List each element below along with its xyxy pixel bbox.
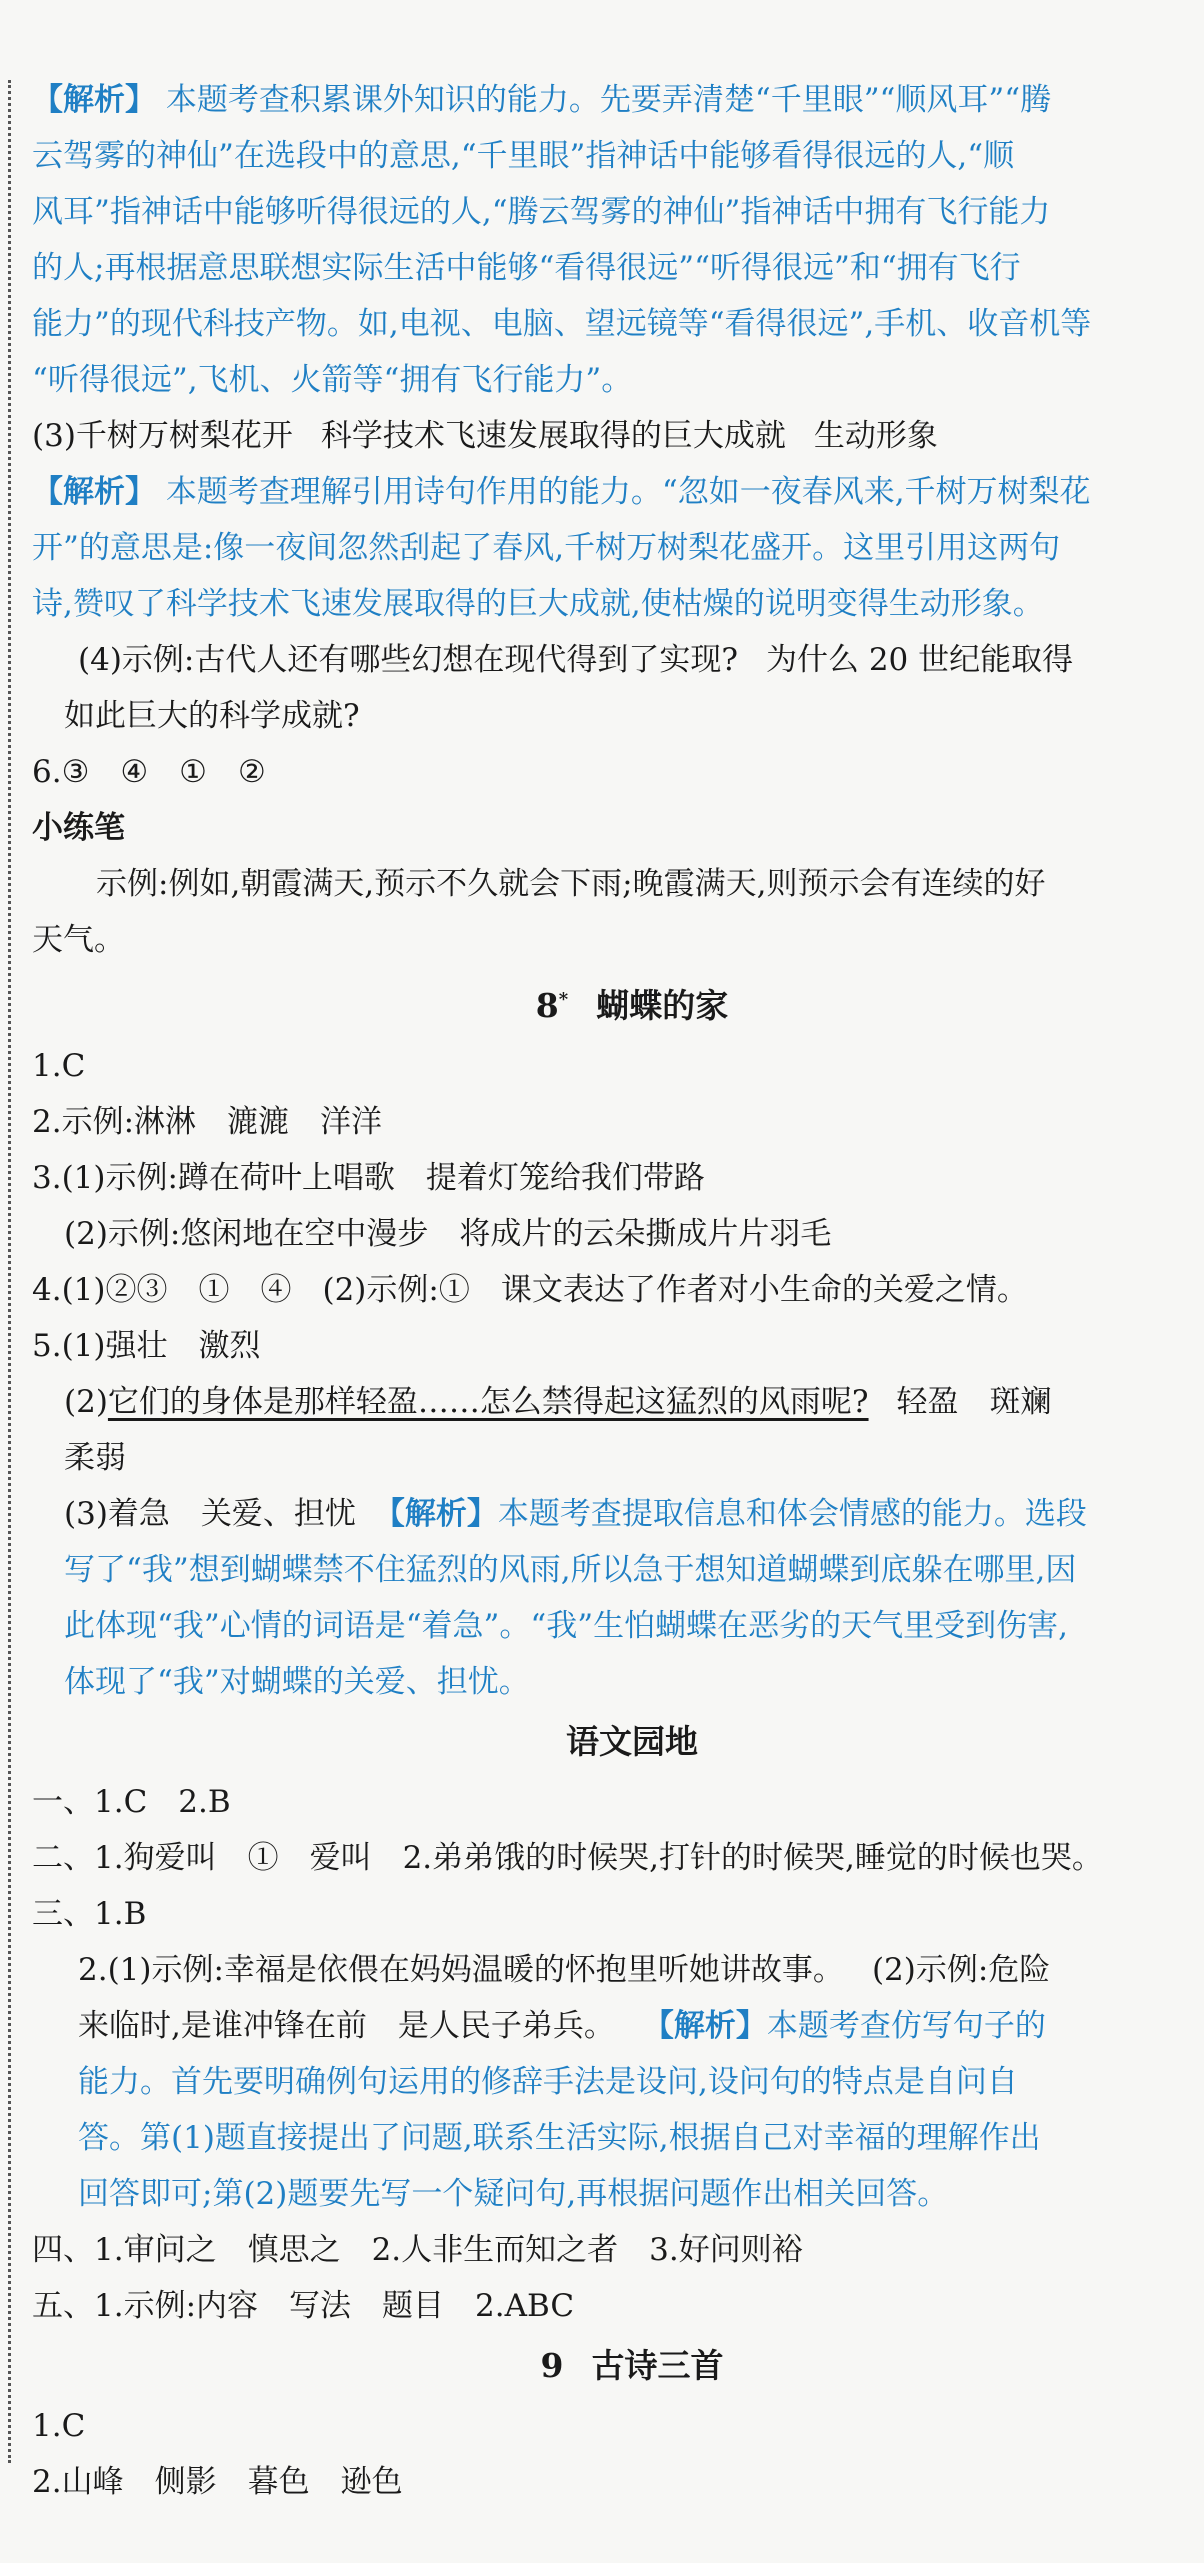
- answer-yw-5: 五、1.示例:内容 写法 题目 2.ABC: [32, 2288, 575, 2324]
- answer-8-1: 1.C: [32, 1048, 86, 1084]
- text-line: 的人;再根据意思联想实际生活中能够“看得很远”“听得很远”和“拥有飞行: [32, 250, 1021, 286]
- answer-yw-3-2-cont: 来临时,是谁冲锋在前 是人民子弟兵。 【解析】本题考查仿写句子的: [78, 2008, 1046, 2044]
- analysis-tag: 【解析】: [373, 1496, 498, 1532]
- answer-8-4: 4.(1)②③ ① ④ (2)示例:① 课文表达了作者对小生命的关爱之情。: [32, 1272, 1028, 1308]
- section-8-title: 8* 蝴蝶的家: [535, 986, 729, 1025]
- answer-q3: (3)千树万树梨花开 科学技术飞速发展取得的巨大成就 生动形象: [32, 418, 938, 454]
- answer-8-5-1: 5.(1)强壮 激烈: [32, 1328, 261, 1364]
- text-line: “听得很远”,飞机、火箭等“拥有飞行能力”。: [32, 362, 633, 398]
- text-line: 【解析】 本题考查积累课外知识的能力。先要弄清楚“千里眼”“顺风耳”“腾: [32, 82, 1052, 118]
- analysis-block-2: [32, 464, 1172, 632]
- analysis-tag: 【解析】: [32, 474, 156, 510]
- answer-q6: 6.③ ④ ① ②: [32, 754, 266, 790]
- text-line: 能力”的现代科技产物。如,电视、电脑、望远镜等“看得很远”,手机、收音机等: [32, 306, 1092, 342]
- text-line: 体现了“我”对蝴蝶的关爱、担忧。: [64, 1664, 530, 1700]
- answer-yw-4: 四、1.审问之 慎思之 2.人非生而知之者 3.好问则裕: [32, 2232, 803, 2268]
- answer-8-3-1: 3.(1)示例:蹲在荷叶上唱歌 提着灯笼给我们带路: [32, 1160, 705, 1196]
- analysis-block-1: [32, 72, 1172, 408]
- section-9-title: 9 古诗三首: [540, 2346, 724, 2385]
- text-line: 回答即可;第(2)题要先写一个疑问句,再根据问题作出相关回答。: [78, 2176, 949, 2212]
- answer-9-1: 1.C: [32, 2408, 86, 2444]
- xiaolianbi-text: 示例:例如,朝霞满天,预示不久就会下雨;晚霞满天,则预示会有连续的好: [96, 866, 1046, 902]
- answer-page: [32, 72, 1172, 2510]
- xiaolianbi-text-cont: 天气。: [32, 922, 125, 958]
- text-line: 诗,赞叹了科学技术飞速发展取得的巨大成就,使枯燥的说明变得生动形象。: [32, 586, 1044, 622]
- text-line: 能力。首先要明确例句运用的修辞手法是设问,设问句的特点是自问自: [78, 2064, 1018, 2100]
- answer-8-5-2: (2)它们的身体是那样轻盈……怎么禁得起这猛烈的风雨呢? 轻盈 斑斓: [64, 1384, 1052, 1420]
- binding-cut-line: [8, 80, 11, 2463]
- answer-8-5-3: (3)着急 关爱、担忧 【解析】本题考查提取信息和体会情感的能力。选段: [64, 1496, 1087, 1532]
- section-yuwen-title: 语文园地: [566, 1722, 698, 1761]
- text-line: 答。第(1)题直接提出了问题,联系生活实际,根据自己对幸福的理解作出: [78, 2120, 1041, 2156]
- text-line: 写了“我”想到蝴蝶禁不住猛烈的风雨,所以急于想知道蝴蝶到底躲在哪里,因: [64, 1552, 1077, 1588]
- answer-q4: (4)示例:古代人还有哪些幻想在现代得到了实现? 为什么 20 世纪能取得: [78, 642, 1074, 678]
- answer-8-3-2: (2)示例:悠闲地在空中漫步 将成片的云朵撕成片片羽毛: [64, 1216, 832, 1252]
- answer-yw-3-2: 2.(1)示例:幸福是依偎在妈妈温暖的怀抱里听她讲故事。 (2)示例:危险: [78, 1952, 1051, 1988]
- text-line: 【解析】 本题考查理解引用诗句作用的能力。“忽如一夜春风来,千树万树梨花: [32, 474, 1091, 510]
- answer-yw-1: 一、1.C 2.B: [32, 1784, 231, 1820]
- answer-yw-3: 三、1.B: [32, 1896, 147, 1932]
- section-xiaolianbi-title: 小练笔: [32, 810, 125, 846]
- text-line: 开”的意思是:像一夜间忽然刮起了春风,千树万树梨花盛开。这里引用这两句: [32, 530, 1061, 566]
- answer-q4-cont: 如此巨大的科学成就?: [64, 698, 360, 734]
- answer-8-2: 2.示例:淋淋 漉漉 洋洋: [32, 1104, 383, 1140]
- analysis-tag: 【解析】: [642, 2008, 767, 2044]
- text-line: 云驾雾的神仙”在选段中的意思,“千里眼”指神话中能够看得很远的人,“顺: [32, 138, 1015, 174]
- answer-8-5-2-cont: 柔弱: [64, 1440, 126, 1476]
- answer-yw-2: 二、1.狗爱叫 ① 爱叫 2.弟弟饿的时候哭,打针的时候哭,睡觉的时候也哭。: [32, 1840, 1103, 1876]
- text-line: 此体现“我”心情的词语是“着急”。“我”生怕蝴蝶在恶劣的天气里受到伤害,: [64, 1608, 1068, 1644]
- text-line: 风耳”指神话中能够听得很远的人,“腾云驾雾的神仙”指神话中拥有飞行能力: [32, 194, 1051, 230]
- analysis-tag: 【解析】: [32, 82, 156, 118]
- answer-9-2: 2.山峰 侧影 暮色 逊色: [32, 2464, 403, 2500]
